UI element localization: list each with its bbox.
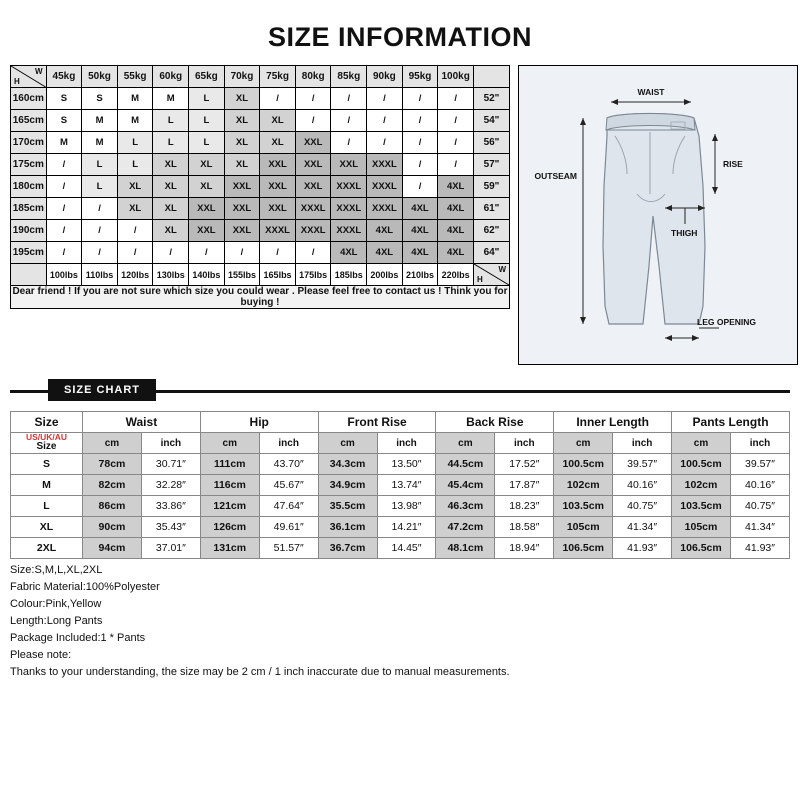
measure-inch-cell: 32.28″ [141, 475, 200, 496]
unit-inch-header: inch [730, 433, 789, 454]
measure-inch-cell: 18.58″ [495, 517, 554, 538]
size-cell: / [46, 176, 82, 198]
table-row [11, 132, 510, 154]
weight-column-header: 95kg [402, 66, 438, 88]
size-cell: M [153, 88, 189, 110]
weight-pounds-label: 185lbs [331, 264, 367, 286]
size-cell: XXL [260, 154, 296, 176]
measure-inch-cell: 14.45″ [377, 538, 436, 559]
measure-inch-cell: 40.16″ [730, 475, 789, 496]
measure-inch-cell: 14.21″ [377, 517, 436, 538]
diagram-svg [519, 66, 797, 364]
size-cell: 4XL [402, 242, 438, 264]
size-cell: / [224, 242, 260, 264]
measure-cm-cell: 48.1cm [436, 538, 495, 559]
table-row [11, 110, 510, 132]
note-line: Please note: [10, 649, 72, 661]
measure-cm-cell: 103.5cm [672, 496, 731, 517]
weight-pounds-label: 130lbs [153, 264, 189, 286]
measure-cm-cell: 105cm [554, 517, 613, 538]
size-cell: XXL [295, 132, 331, 154]
weight-column-header: 60kg [153, 66, 189, 88]
svg-text:LEG OPENING: LEG OPENING [697, 317, 757, 327]
size-cell: / [331, 110, 367, 132]
measure-inch-cell: 49.61″ [259, 517, 318, 538]
measure-cm-cell: 106.5cm [554, 538, 613, 559]
measure-inch-cell: 40.75″ [730, 496, 789, 517]
size-label: L [11, 496, 83, 517]
weight-column-header: 45kg [46, 66, 82, 88]
size-label: 2XL [11, 538, 83, 559]
measure-cm-cell: 121cm [200, 496, 259, 517]
measure-cm-cell: 44.5cm [436, 454, 495, 475]
unit-inch-header: inch [495, 433, 554, 454]
measure-inch-cell: 41.93″ [613, 538, 672, 559]
size-cell: XL [260, 132, 296, 154]
measure-cm-cell: 34.9cm [318, 475, 377, 496]
measure-inch-cell: 13.50″ [377, 454, 436, 475]
weight-column-header: 75kg [260, 66, 296, 88]
size-cell: L [82, 154, 118, 176]
size-cell: / [367, 132, 403, 154]
size-cell: / [46, 242, 82, 264]
size-cell: XL [153, 220, 189, 242]
size-cell: XL [224, 88, 260, 110]
size-cell: XXXL [260, 220, 296, 242]
size-cell: / [402, 110, 438, 132]
size-cell: / [295, 242, 331, 264]
weight-column-header: 55kg [117, 66, 153, 88]
size-chart-row [11, 517, 790, 538]
weight-column-header: 80kg [295, 66, 331, 88]
measure-cm-cell: 86cm [83, 496, 142, 517]
measure-inch-cell: 40.16″ [613, 475, 672, 496]
size-cell: / [367, 88, 403, 110]
weight-pounds-label: 220lbs [438, 264, 474, 286]
height-inch-label: 52" [474, 88, 510, 110]
note-line: Package Included:1 * Pants [10, 632, 146, 644]
friendly-note-row [11, 286, 510, 309]
unit-inch-header: inch [141, 433, 200, 454]
size-cell: / [117, 220, 153, 242]
size-cell: M [82, 132, 118, 154]
unit-cm-header: cm [318, 433, 377, 454]
weight-column-header: 65kg [189, 66, 225, 88]
size-chart-table [10, 411, 790, 559]
size-chart-row [11, 496, 790, 517]
measure-cm-cell: 105cm [672, 517, 731, 538]
size-cell: / [402, 176, 438, 198]
size-cell: XXL [295, 154, 331, 176]
size-cell: XL [117, 176, 153, 198]
measure-cm-cell: 102cm [672, 475, 731, 496]
column-group-header: Back Rise [436, 412, 554, 433]
size-cell: 4XL [402, 198, 438, 220]
pants-measurement-diagram [518, 65, 798, 365]
column-group-header: Waist [83, 412, 201, 433]
measure-cm-cell: 100.5cm [672, 454, 731, 475]
height-inch-label: 57" [474, 154, 510, 176]
size-label: S [11, 454, 83, 475]
height-inch-label: 59" [474, 176, 510, 198]
top-section [0, 65, 800, 365]
size-cell: XXXL [367, 198, 403, 220]
measure-cm-cell: 100.5cm [554, 454, 613, 475]
size-cell: / [46, 198, 82, 220]
height-inch-label: 54" [474, 110, 510, 132]
note-line: Fabric Material:100%Polyester [10, 581, 160, 593]
size-cell: / [438, 154, 474, 176]
size-cell: 4XL [367, 220, 403, 242]
weight-pounds-label: 155lbs [224, 264, 260, 286]
size-cell: L [189, 88, 225, 110]
note-line: Length:Long Pants [10, 615, 103, 627]
table-row [11, 176, 510, 198]
weight-column-header: 90kg [367, 66, 403, 88]
measure-cm-cell: 46.3cm [436, 496, 495, 517]
column-group-header: Pants Length [672, 412, 790, 433]
size-cell: / [331, 88, 367, 110]
weight-pounds-label: 120lbs [117, 264, 153, 286]
size-cell: XXL [224, 176, 260, 198]
measure-cm-cell: 116cm [200, 475, 259, 496]
height-weight-table [10, 65, 510, 309]
measure-cm-cell: 78cm [83, 454, 142, 475]
size-label: M [11, 475, 83, 496]
measure-cm-cell: 94cm [83, 538, 142, 559]
measure-inch-cell: 39.57″ [730, 454, 789, 475]
size-cell: / [46, 220, 82, 242]
measure-cm-cell: 126cm [200, 517, 259, 538]
unit-inch-header: inch [377, 433, 436, 454]
weight-column-header: 50kg [82, 66, 118, 88]
height-row-label: 180cm [11, 176, 47, 198]
measure-cm-cell: 111cm [200, 454, 259, 475]
size-cell: / [189, 242, 225, 264]
measure-cm-cell: 35.5cm [318, 496, 377, 517]
size-cell: XXL [295, 176, 331, 198]
pounds-row-spacer [11, 264, 47, 286]
size-cell: M [82, 110, 118, 132]
size-cell: XL [224, 110, 260, 132]
measure-inch-cell: 17.52″ [495, 454, 554, 475]
size-cell: XXL [224, 220, 260, 242]
measure-inch-cell: 47.64″ [259, 496, 318, 517]
size-cell: / [438, 132, 474, 154]
height-row-label: 175cm [11, 154, 47, 176]
unit-cm-header: cm [554, 433, 613, 454]
unit-inch-header: inch [613, 433, 672, 454]
size-cell: / [367, 110, 403, 132]
size-cell: XXXL [331, 176, 367, 198]
size-cell: S [82, 88, 118, 110]
size-cell: / [438, 88, 474, 110]
size-cell: S [46, 88, 82, 110]
size-cell: 4XL [438, 176, 474, 198]
unit-cm-header: cm [436, 433, 495, 454]
size-cell: / [438, 110, 474, 132]
weight-pounds-label: 175lbs [295, 264, 331, 286]
measure-inch-cell: 40.75″ [613, 496, 672, 517]
measure-cm-cell: 131cm [200, 538, 259, 559]
size-chart-row [11, 538, 790, 559]
measure-inch-cell: 18.23″ [495, 496, 554, 517]
size-cell: M [117, 110, 153, 132]
size-cell: / [82, 242, 118, 264]
note-line: Thanks to your understanding, the size may be 2 cm / 1 inch inaccurate due to manual measurements. [10, 666, 510, 678]
height-inch-label: 61" [474, 198, 510, 220]
measure-inch-cell: 35.43″ [141, 517, 200, 538]
height-row-label: 195cm [11, 242, 47, 264]
size-chart-unit-row [11, 433, 790, 454]
size-cell: XXXL [367, 154, 403, 176]
friendly-note: Dear friend ! If you are not sure which size you could wear . Please feel free to contact us ! Think you for buying ! [12, 286, 508, 308]
weight-pounds-label: 110lbs [82, 264, 118, 286]
table-row [11, 88, 510, 110]
table-row [11, 198, 510, 220]
page-title: SIZE INFORMATION [268, 22, 532, 52]
table-row [11, 220, 510, 242]
measure-inch-cell: 13.98″ [377, 496, 436, 517]
size-cell: L [153, 132, 189, 154]
size-cell: XXXL [295, 220, 331, 242]
measure-cm-cell: 103.5cm [554, 496, 613, 517]
size-cell: L [153, 110, 189, 132]
size-cell: 4XL [438, 198, 474, 220]
measure-inch-cell: 51.57″ [259, 538, 318, 559]
height-row-label: 165cm [11, 110, 47, 132]
size-cell: XL [189, 176, 225, 198]
height-inch-label: 62" [474, 220, 510, 242]
us-uk-au-size-label: US/UK/AU Size [11, 433, 83, 454]
size-cell: XXXL [295, 198, 331, 220]
size-cell: L [117, 154, 153, 176]
measure-inch-cell: 41.93″ [730, 538, 789, 559]
measure-inch-cell: 30.71″ [141, 454, 200, 475]
height-row-label: 170cm [11, 132, 47, 154]
size-cell: XXXL [331, 198, 367, 220]
size-cell: XXL [189, 198, 225, 220]
pounds-row [11, 264, 510, 286]
size-cell: / [295, 88, 331, 110]
size-cell: L [82, 176, 118, 198]
size-cell: / [153, 242, 189, 264]
svg-text:WAIST: WAIST [637, 87, 665, 97]
size-cell: XXL [224, 198, 260, 220]
height-inch-label: 56" [474, 132, 510, 154]
unit-cm-header: cm [672, 433, 731, 454]
note-line: Colour:Pink,Yellow [10, 598, 102, 610]
size-cell: XXL [260, 176, 296, 198]
measure-inch-cell: 41.34″ [613, 517, 672, 538]
weight-pounds-label: 165lbs [260, 264, 296, 286]
size-cell: / [46, 154, 82, 176]
weight-pounds-label: 210lbs [402, 264, 438, 286]
weight-pounds-label: 140lbs [189, 264, 225, 286]
weight-column-header: 85kg [331, 66, 367, 88]
column-group-header: Size [11, 412, 83, 433]
size-chart-row [11, 475, 790, 496]
measure-inch-cell: 18.94″ [495, 538, 554, 559]
size-cell: XL [153, 176, 189, 198]
size-cell: / [260, 88, 296, 110]
size-cell: XXXL [367, 176, 403, 198]
measure-cm-cell: 47.2cm [436, 517, 495, 538]
size-cell: 4XL [331, 242, 367, 264]
column-group-header: Hip [200, 412, 318, 433]
size-cell: M [46, 132, 82, 154]
product-notes [10, 562, 790, 681]
size-cell: / [402, 88, 438, 110]
table-row [11, 154, 510, 176]
size-cell: 4XL [438, 220, 474, 242]
measure-inch-cell: 33.86″ [141, 496, 200, 517]
unit-cm-header: cm [200, 433, 259, 454]
svg-text:THIGH: THIGH [671, 228, 698, 238]
size-cell: XL [224, 132, 260, 154]
size-cell: XL [153, 154, 189, 176]
table-corner-label-bottom: W H [474, 264, 510, 286]
size-cell: / [82, 220, 118, 242]
height-inch-label: 64" [474, 242, 510, 264]
size-cell: XL [189, 154, 225, 176]
measure-inch-cell: 43.70″ [259, 454, 318, 475]
size-cell: / [260, 242, 296, 264]
size-cell: XL [117, 198, 153, 220]
measure-cm-cell: 36.7cm [318, 538, 377, 559]
size-cell: / [402, 154, 438, 176]
table-row [11, 242, 510, 264]
height-row-label: 185cm [11, 198, 47, 220]
svg-text:RISE: RISE [723, 159, 743, 169]
size-cell: / [82, 198, 118, 220]
weight-column-header: 100kg [438, 66, 474, 88]
weight-column-header: 70kg [224, 66, 260, 88]
size-label: XL [11, 517, 83, 538]
measure-cm-cell: 36.1cm [318, 517, 377, 538]
size-cell: L [117, 132, 153, 154]
size-chart-header [10, 379, 790, 403]
svg-text:OUTSEAM: OUTSEAM [534, 171, 577, 181]
measure-inch-cell: 37.01″ [141, 538, 200, 559]
weight-pounds-label: 200lbs [367, 264, 403, 286]
measure-inch-cell: 39.57″ [613, 454, 672, 475]
size-cell: XL [153, 198, 189, 220]
table-corner-label: H W [11, 66, 47, 88]
measure-inch-cell: 41.34″ [730, 517, 789, 538]
height-weight-table-wrap [10, 65, 510, 309]
column-group-header: Inner Length [554, 412, 672, 433]
size-cell: M [117, 88, 153, 110]
size-chart-group-header-row [11, 412, 790, 433]
measure-cm-cell: 106.5cm [672, 538, 731, 559]
measure-cm-cell: 45.4cm [436, 475, 495, 496]
unit-inch-header: inch [259, 433, 318, 454]
size-cell: XXXL [331, 220, 367, 242]
inch-column-header [474, 66, 510, 88]
measure-cm-cell: 34.3cm [318, 454, 377, 475]
note-line: Size:S,M,L,XL,2XL [10, 564, 103, 576]
measure-inch-cell: 13.74″ [377, 475, 436, 496]
size-cell: 4XL [438, 242, 474, 264]
size-cell: XL [260, 110, 296, 132]
size-cell: L [189, 132, 225, 154]
height-row-label: 160cm [11, 88, 47, 110]
unit-cm-header: cm [83, 433, 142, 454]
size-cell: XXL [189, 220, 225, 242]
height-row-label: 190cm [11, 220, 47, 242]
measure-inch-cell: 45.67″ [259, 475, 318, 496]
size-cell: / [331, 132, 367, 154]
size-cell: 4XL [367, 242, 403, 264]
weight-pounds-label: 100lbs [46, 264, 82, 286]
size-cell: S [46, 110, 82, 132]
measure-inch-cell: 17.87″ [495, 475, 554, 496]
measure-cm-cell: 102cm [554, 475, 613, 496]
measure-cm-cell: 90cm [83, 517, 142, 538]
column-group-header: Front Rise [318, 412, 436, 433]
size-cell: / [117, 242, 153, 264]
size-cell: XXL [331, 154, 367, 176]
size-cell: XL [224, 154, 260, 176]
size-cell: / [295, 110, 331, 132]
size-chart-tag: SIZE CHART [48, 379, 156, 401]
size-chart-row [11, 454, 790, 475]
size-cell: / [402, 132, 438, 154]
measure-cm-cell: 82cm [83, 475, 142, 496]
size-cell: 4XL [402, 220, 438, 242]
size-cell: XXL [260, 198, 296, 220]
size-cell: L [189, 110, 225, 132]
